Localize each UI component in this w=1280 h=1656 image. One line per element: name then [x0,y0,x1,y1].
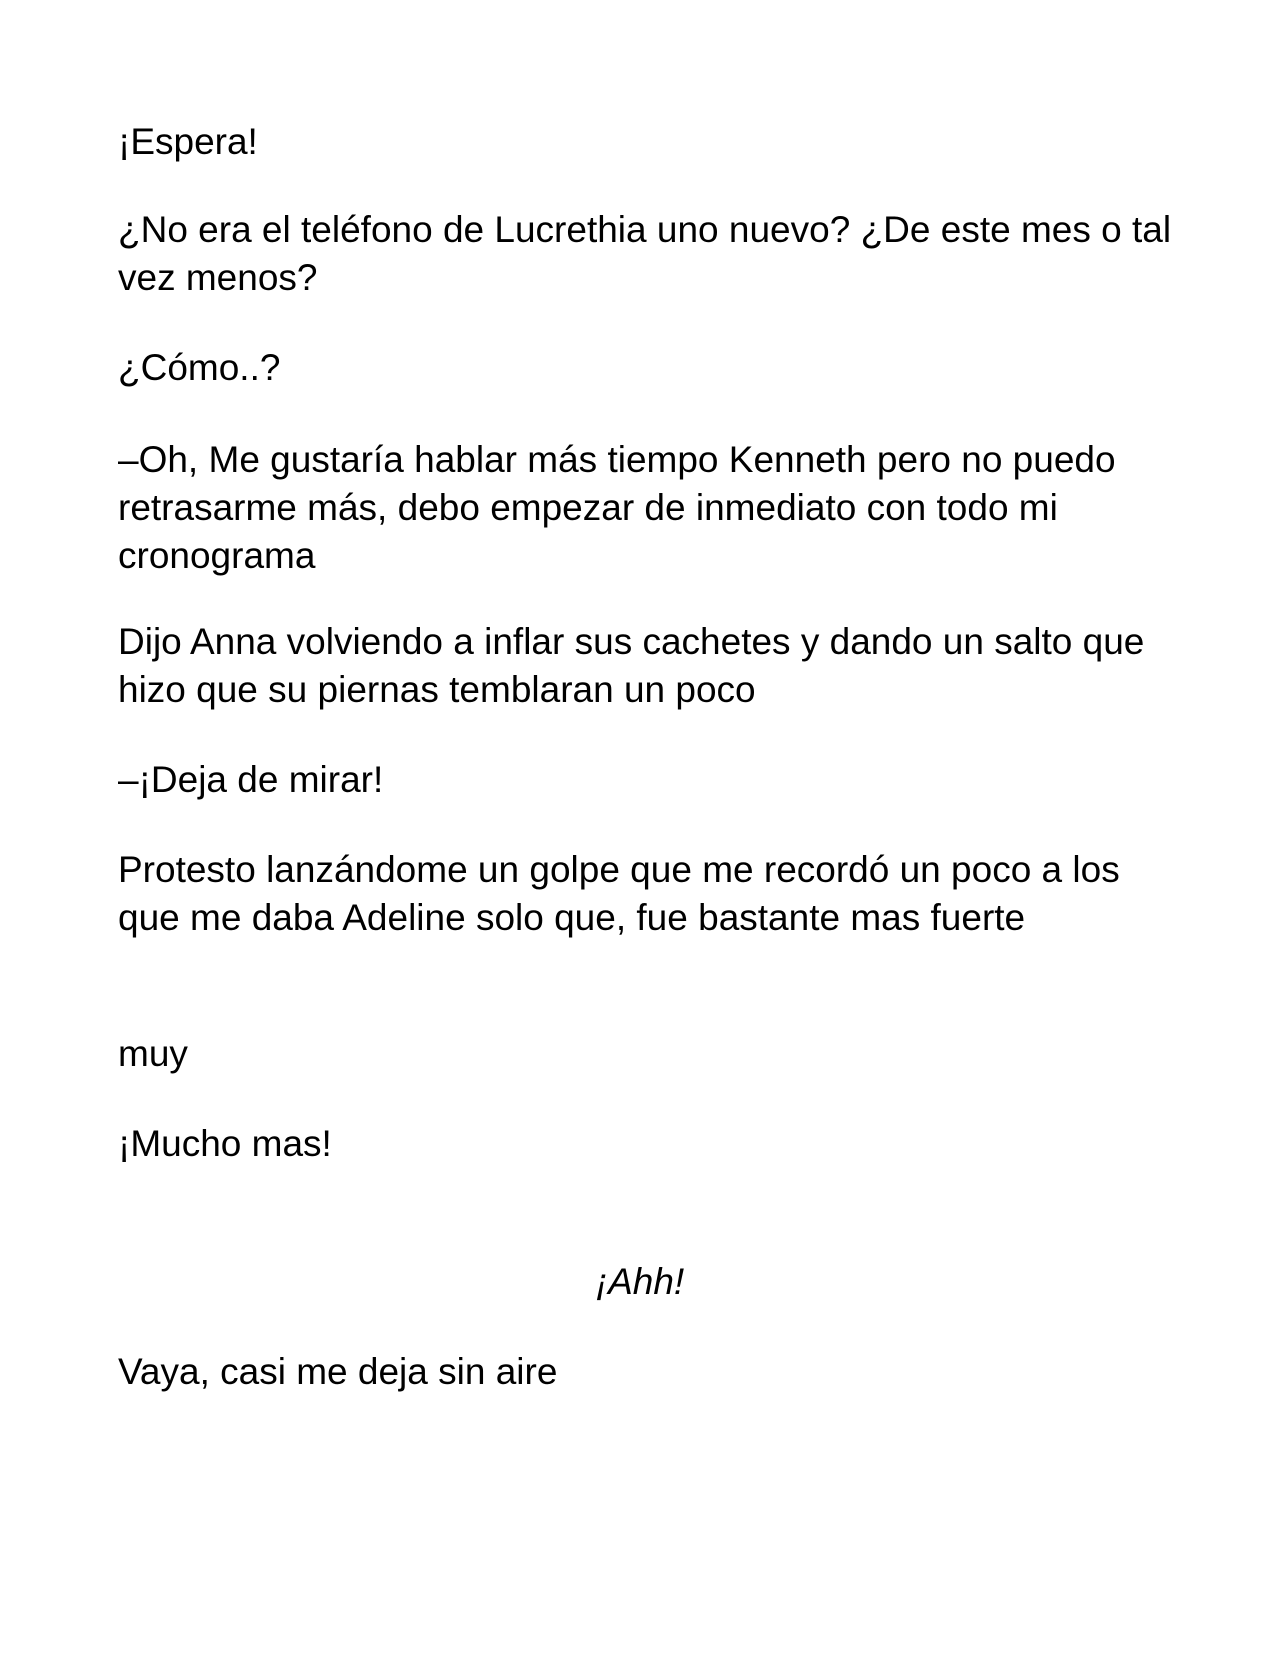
paragraph: Protesto lanzándome un golpe que me recordó un poco a los que me daba Adeline solo que, fue bastante mas fuerte [118,849,1120,938]
paragraph: –Oh, Me gustaría hablar más tiempo Kenneth pero no puedo retrasarme más, debo empezar de inmediato con todo mi cronograma [118,439,1116,576]
paragraph: Dijo Anna volviendo a inflar sus cachetes y dando un salto que hizo que su piernas temblaran un poco [118,621,1145,710]
centered-exclamation: ¡Ahh! [595,1261,685,1302]
paragraph: ¡Espera! [118,121,258,162]
paragraph: muy [118,1033,188,1074]
paragraph: –¡Deja de mirar! [118,759,384,800]
paragraph: ¿No era el teléfono de Lucrethia uno nuevo? ¿De este mes o tal vez menos? [118,209,1172,298]
paragraph: Vaya, casi me deja sin aire [118,1351,558,1392]
paragraph: ¡Mucho mas! [118,1123,332,1164]
paragraph: ¿Cómo..? [118,347,281,388]
